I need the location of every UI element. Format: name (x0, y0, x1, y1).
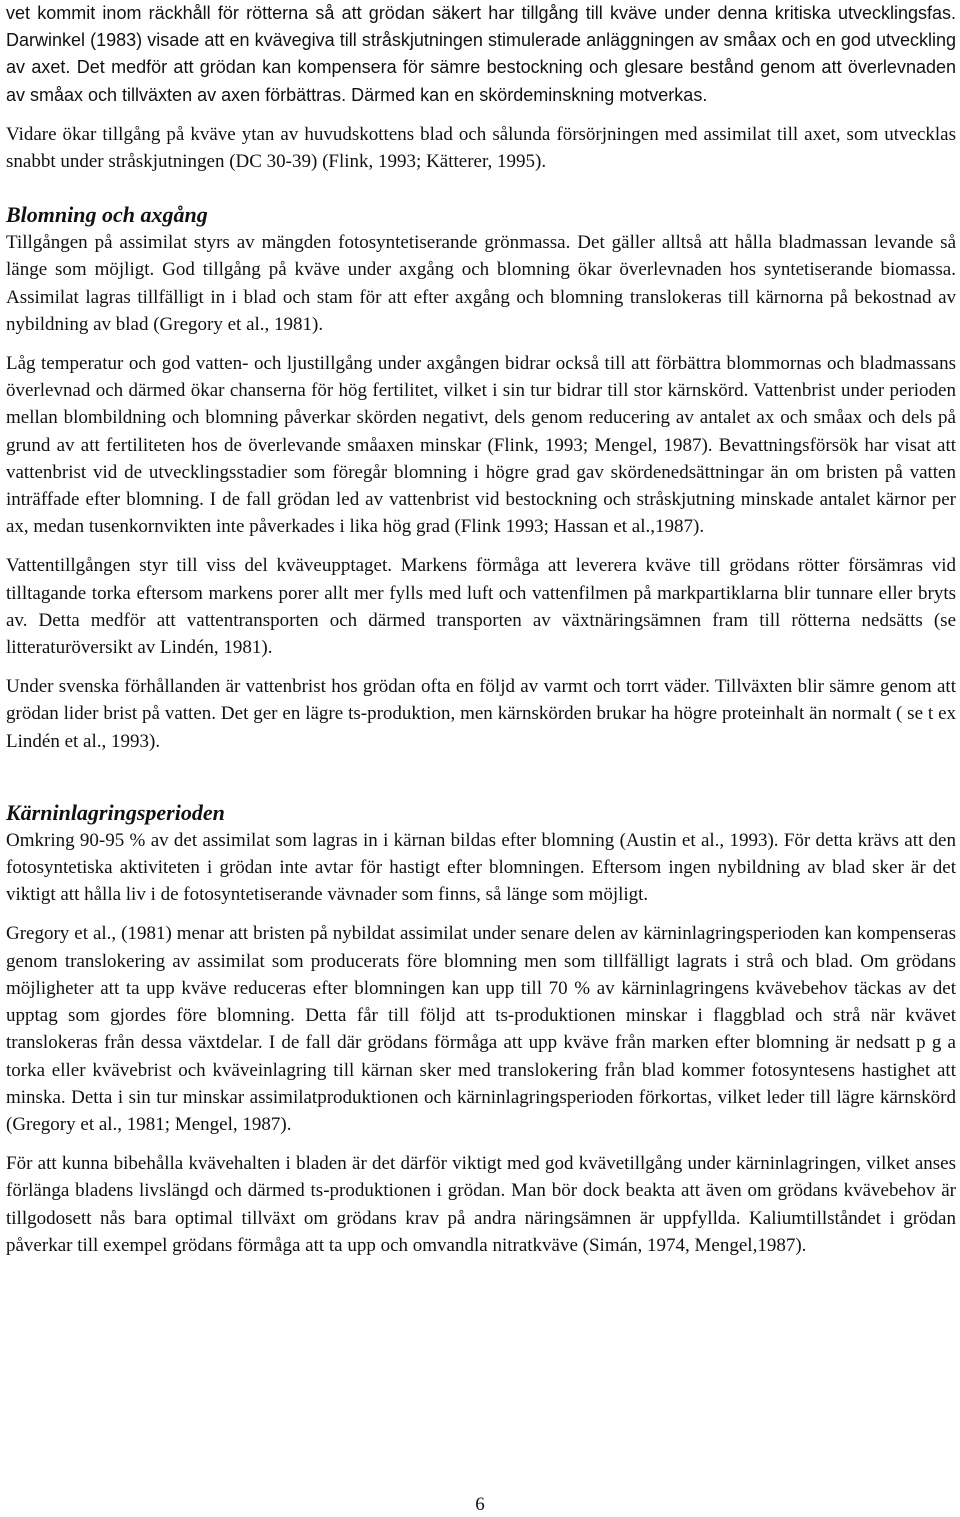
page-number: 6 (475, 1494, 485, 1515)
paragraph: Omkring 90-95 % av det assimilat som lagras in i kärnan bildas efter blomning (Austin et al., 1993). För detta krävs att den fotosyntetiska aktiviteten i grödan inte avtar för hastigt efter blomningen. Eftersom ingen nybildning av blad sker är det viktigt att hålla liv i de fotosyntetiserande vävnader som finns, så länge som möjligt. (6, 829, 956, 906)
paragraph-continued: vet kommit inom räckhåll för rötterna så att grödan säkert har tillgång till kväve under denna kritiska utvecklingsfas. Darwinkel (1983) visade att en kvävegiva till stråskjutningen stimulerade anläggningen av småax och en god utveckling av axet. Det medför att grödan kan kompensera för sämre bestockning och glesare bestånd genom att överlevnaden av småax och tillväxten av axen förbättras. Därmed kan en skördeminskning motverkas. (6, 3, 956, 105)
paragraph: Vidare ökar tillgång på kväve ytan av huvudskottens blad och sålunda försörjningen med assimilat till axet, som utvecklas snabbt under stråskjutningen (DC 30-39) (Flink, 1993; Kätterer, 1995). (6, 123, 956, 173)
paragraph: Låg temperatur och god vatten- och ljustillgång under axgången bidrar också till att förbättra blommornas och bladmassans överlevnad och därmed ökar chanserna för hög fertilitet, vilket i sin tur bidrar till stor kärnskörd. Vattenbrist under perioden mellan blombildning och blomning påverkar skörden negativt, dels genom reducering av antalet ax och småax och dels på grund av att fertiliteten hos de överlevande småaxen minskar (Flink, 1993; Mengel, 1987). Bevattningsförsök har visat att vattenbrist vid de utvecklingsstadier som föregår blomning i högre grad gav skördenedsättningar än om bristen på vatten inträffade efter blomning. I de fall grödan led av vattenbrist vid bestockning och stråskjutning minskade antalet kärnor per ax, medan tusenkornvikten inte påverkades i lika hög grad (Flink 1993; Hassan et al.,1987). (6, 353, 956, 538)
section-heading-karninlagring: Kärninlagringsperioden (6, 799, 225, 825)
paragraph: Tillgången på assimilat styrs av mängden fotosyntetiserande grönmassa. Det gäller alltså att hålla bladmassan levande så länge som möjligt. God tillgång på kväve under axgång och blomning ökar överlevnaden hos syntetiserande biomassa. Assimilat lagras tillfälligt in i blad och stam för att efter axgång och blomning translokeras till kärnorna på bekostnad av nybildning av blad (Gregory et al., 1981). (6, 232, 956, 335)
paragraph: Vattentillgången styr till viss del kväveupptaget. Markens förmåga att leverera kväve till grödans rötter försämras vid tilltagande torka eftersom markens porer allt mer fylls med luft och vattenfilmen på markpartiklarna blir tunnare eller bryts av. Detta medför att vattentransporten och därmed transporten av växtnäringsämnen fram till rötterna nedsätts (se litteraturöversikt av Lindén, 1981). (6, 555, 956, 659)
paragraph: Under svenska förhållanden är vattenbrist hos grödan ofta en följd av varmt och torrt väder. Tillväxten blir sämre genom att grödan lider brist på vatten. Det ger en lägre ts-produktion, men kärnskörden brukar ha högre proteinhalt än normalt ( se t ex Lindén et al., 1993). (6, 676, 956, 752)
document-page (6, 0, 956, 1259)
section-heading-blomning: Blomning och axgång (6, 202, 208, 228)
paragraph: För att kunna bibehålla kvävehalten i bladen är det därför viktigt med god kvävetillgång under kärninlagringen, vilket anses förlänga bladens livslängd och därmed ts-produktionen i grödan. Man bör dock beakta att även om grödans kvävebehov är tillgodosett nås bara optimal tillväxt om grödans krav på andra näringsämnen är uppfyllda. Kaliumtillståndet i grödan påverkar till exempel grödans förmåga att ta upp och omvandla nitratkväve (Simán, 1974, Mengel,1987). (6, 1153, 956, 1256)
paragraph: Gregory et al., (1981) menar att bristen på nybildat assimilat under senare delen av kärninlagringsperioden kan kompenseras genom translokering av assimilat som producerats före blomning men som tillfälligt lagrats i strå och blad. Om grödans möjligheter att ta upp kväve reduceras efter blomningen kan upp till 70 % av kärninlagringens kvävebehov täckas av det upptag som gjordes före blomning. Detta får till följd att ts-produktionen minskar i flaggblad och strå när kvävet translokeras från dessa växtdelar. I de fall där grödans förmåga att upp kväve från marken efter blomning är nedsatt p g a torka eller kvävebrist och kväveinlagring till kärnan sker med translokering från blad kommer fotosyntesens hastighet att minska. Detta i sin tur minskar assimilatproduktionen och kärninlagringsperioden förkortas, vilket leder till lägre kärnskörd (Gregory et al., 1981; Mengel, 1987). (6, 923, 956, 1135)
